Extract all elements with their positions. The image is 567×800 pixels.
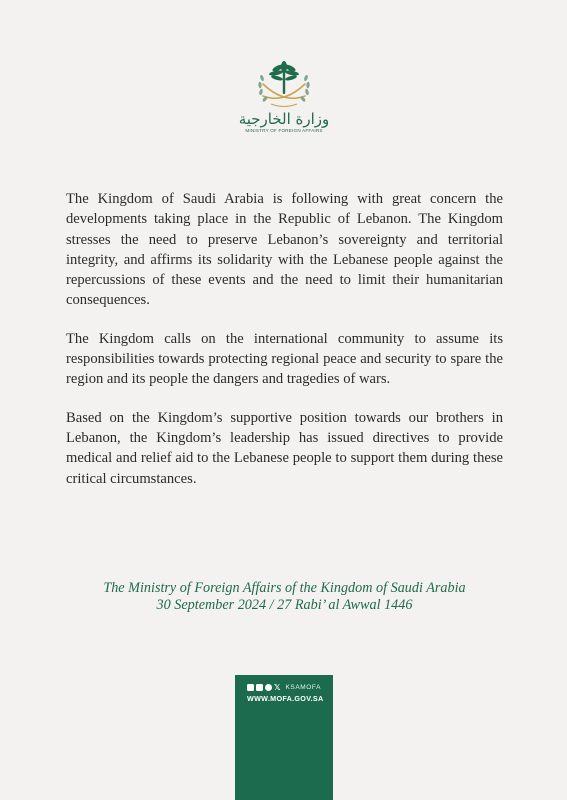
youtube-icon[interactable]: [247, 684, 254, 691]
arabic-wordmark: وزارة الخارجية: [238, 110, 330, 128]
ministry-emblem: [238, 58, 330, 140]
statement-body: [66, 189, 503, 507]
social-links: [247, 684, 321, 691]
x-icon[interactable]: 𝕏: [274, 683, 281, 692]
signature-date-line: 30 September 2024 / 27 Rabi’ al Awwal 1446: [156, 597, 413, 613]
instagram-icon[interactable]: [265, 684, 272, 691]
palm-and-swords-emblem-icon: [249, 58, 319, 110]
signature-block: [66, 580, 503, 614]
statement-paragraph-2: The Kingdom calls on the international community to assume its responsibilities towards protecting regional peace and security to spare the region and its people the dangers and tragedies of wars.: [66, 330, 503, 388]
footer-panel: [235, 675, 333, 800]
facebook-icon[interactable]: [256, 684, 263, 691]
statement-paragraph-3: Based on the Kingdom’s supportive position towards our brothers in Lebanon, the Kingdom’s leadership has issued directives to provide medical and relief aid to the Lebanese people to support them during these critical circumstances.: [66, 409, 503, 487]
english-wordmark: MINISTRY OF FOREIGN AFFAIRS: [245, 128, 323, 133]
statement-paragraph-1: The Kingdom of Saudi Arabia is following with great concern the developments taking place in the Republic of Lebanon. The Kingdom stresses the need to preserve Lebanon’s sovereignty and territorial integrity, and affirms its solidarity with the Lebanese people against the repercussions of these events and the need to limit their humanitarian consequences.: [66, 191, 503, 309]
social-handle[interactable]: KSAMOFA: [285, 684, 322, 691]
signature-ministry-line: The Ministry of Foreign Affairs of the Kingdom of Saudi Arabia: [103, 580, 466, 596]
website-link[interactable]: WWW.MOFA.GOV.SA: [247, 694, 324, 703]
